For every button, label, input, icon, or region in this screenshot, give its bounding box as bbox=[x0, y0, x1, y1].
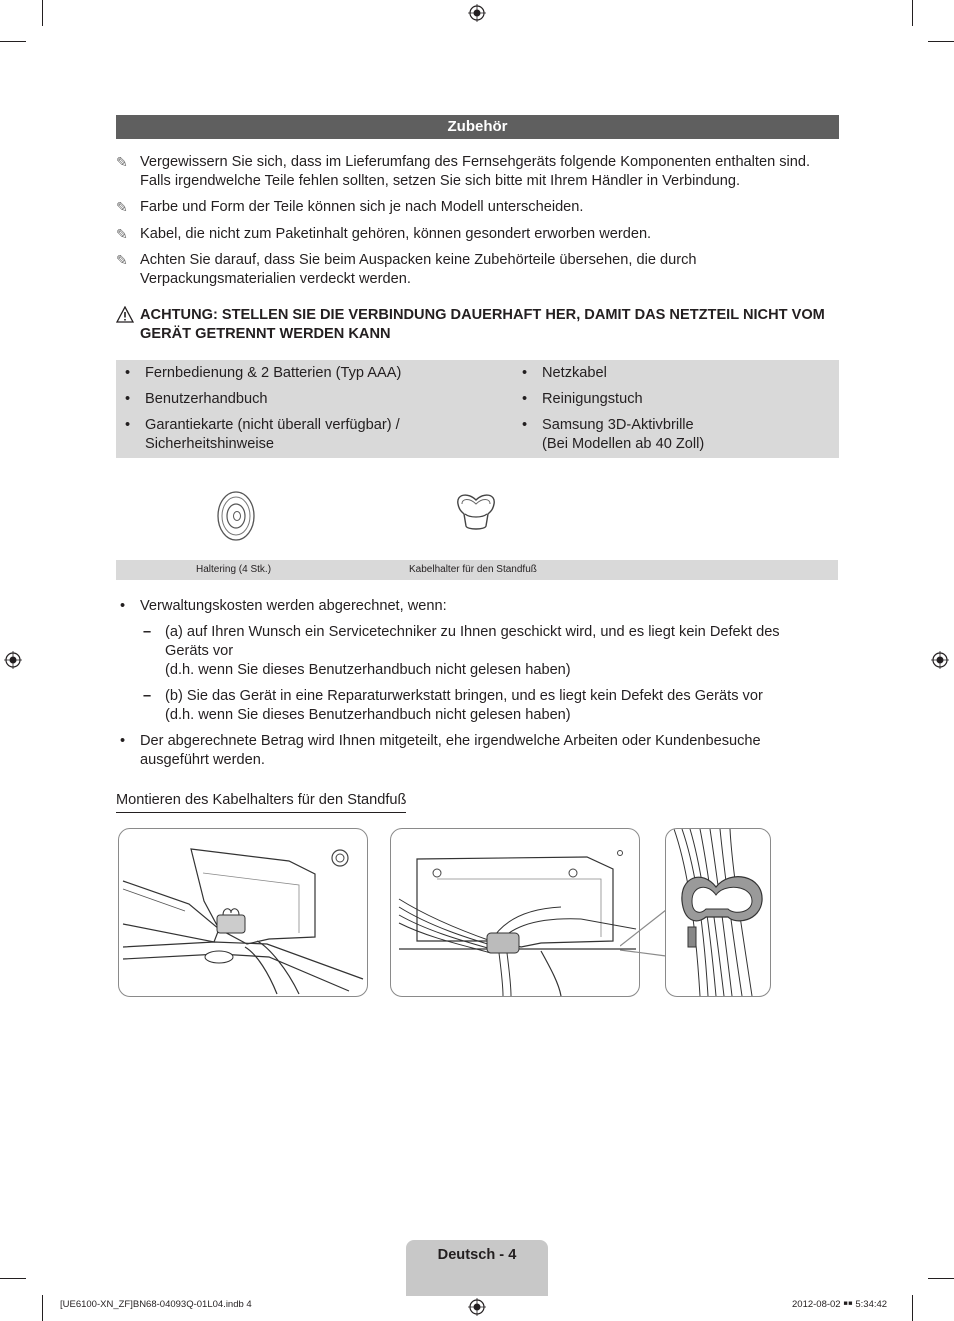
page-number-tab: Deutsch - 4 bbox=[406, 1240, 548, 1296]
list-item-text: Verwaltungskosten werden abgerechnet, wenn: bbox=[140, 598, 447, 614]
note-text: Kabel, die nicht zum Paketinhalt gehören, können gesondert erworben werden. bbox=[140, 226, 652, 242]
subheading: Montieren des Kabelhalters für den Standfuß bbox=[116, 791, 406, 813]
list-item: • Fernbedienung & 2 Batterien (Typ AAA) bbox=[125, 364, 455, 383]
crop-mark bbox=[928, 1278, 954, 1279]
fee-case-b: (b) Sie das Gerät in eine Reparaturwerkstatt bringen, und es liegt kein Defekt des Geräts vor bbox=[165, 688, 763, 704]
crop-mark bbox=[42, 0, 43, 26]
registration-mark-icon bbox=[4, 651, 22, 669]
pencil-note-icon: ✎ bbox=[116, 252, 128, 268]
dash-marker: – bbox=[143, 688, 152, 704]
list-item: • Reinigungstuch bbox=[522, 390, 822, 409]
pencil-note-icon: ✎ bbox=[116, 154, 128, 170]
part-label: Kabelhalter für den Standfuß bbox=[409, 564, 537, 575]
section-title: Zubehör bbox=[116, 115, 839, 139]
part-label: Haltering (4 Stk.) bbox=[196, 564, 272, 575]
list-item-text: Samsung 3D-Aktivbrille (Bei Modellen ab 40 Zoll) bbox=[542, 417, 705, 452]
date-slug: 2012-08-02 ￭￭ 5:34:42 bbox=[792, 1299, 888, 1310]
pencil-note-icon: ✎ bbox=[116, 226, 128, 242]
cable-routing-drawing bbox=[391, 829, 639, 996]
pencil-note-icon: ✎ bbox=[116, 199, 128, 215]
registration-mark-icon bbox=[468, 1298, 486, 1316]
list-item-text: Netzkabel bbox=[542, 365, 607, 381]
list-item-text: Benutzerhandbuch bbox=[145, 391, 268, 407]
fee-case-a: (a) auf Ihren Wunsch ein Servicetechniker zu Ihnen geschickt wird, und es liegt kein Defekt des Geräts vor bbox=[165, 624, 780, 659]
list-item: • Der abgerechnete Betrag wird Ihnen mitgeteilt, ehe irgendwelche Arbeiten oder Kundenbesuche ausgeführt werden. bbox=[120, 732, 820, 770]
fee-case-a-note: (d.h. wenn Sie dieses Benutzerhandbuch nicht gelesen haben) bbox=[165, 662, 571, 678]
stand-base-drawing bbox=[119, 829, 367, 996]
file-slug: [UE6100-XN_ZF]BN68-04093Q-01L04.indb 4 bbox=[60, 1299, 252, 1310]
list-item: • Benutzerhandbuch bbox=[125, 390, 455, 409]
note-text: Farbe und Form der Teile können sich je nach Modell unterscheiden. bbox=[140, 199, 584, 215]
list-item: • Garantiekarte (nicht überall verfügbar) / Sicherheitshinweise bbox=[125, 416, 435, 454]
list-item-text: Der abgerechnete Betrag wird Ihnen mitgeteilt, ehe irgendwelche Arbeiten oder Kundenbesuche ausgeführt werden. bbox=[140, 733, 761, 768]
cable-holder-icon bbox=[452, 490, 500, 536]
crop-mark bbox=[0, 41, 26, 42]
crop-mark bbox=[928, 41, 954, 42]
zoom-connector bbox=[620, 900, 668, 960]
note-item bbox=[116, 251, 836, 289]
crop-mark bbox=[0, 1278, 26, 1279]
assembly-illustration-1 bbox=[118, 828, 368, 997]
list-item: • Verwaltungskosten werden abgerechnet, wenn: bbox=[120, 597, 820, 616]
note-item bbox=[116, 225, 836, 244]
note-item bbox=[116, 153, 836, 191]
fee-case-b-note: (d.h. wenn Sie dieses Benutzerhandbuch nicht gelesen haben) bbox=[165, 707, 571, 723]
list-item: • Netzkabel bbox=[522, 364, 822, 383]
caution-notice bbox=[116, 306, 838, 344]
assembly-illustration-2 bbox=[390, 828, 640, 997]
list-item-text: Garantiekarte (nicht überall verfügbar) / Sicherheitshinweise bbox=[145, 417, 400, 452]
crop-mark bbox=[42, 1295, 43, 1321]
list-item-text: Fernbedienung & 2 Batterien (Typ AAA) bbox=[145, 365, 402, 381]
list-item: • Samsung 3D-Aktivbrille (Bei Modellen ab 40 Zoll) bbox=[522, 416, 707, 454]
cable-holder-detail-drawing bbox=[666, 829, 770, 996]
assembly-illustration-detail bbox=[665, 828, 771, 997]
caution-text: ACHTUNG: STELLEN SIE DIE VERBINDUNG DAUERHAFT HER, DAMIT DAS NETZTEIL NICHT VOM GERÄT GETRENNT WERDEN KANN bbox=[140, 307, 825, 342]
note-item bbox=[116, 198, 836, 217]
list-item-text: Reinigungstuch bbox=[542, 391, 643, 407]
registration-mark-icon bbox=[468, 4, 486, 22]
warning-triangle-icon bbox=[116, 306, 134, 323]
holder-ring-icon bbox=[215, 490, 257, 542]
crop-mark bbox=[912, 0, 913, 26]
crop-mark bbox=[912, 1295, 913, 1321]
note-text: Achten Sie darauf, dass Sie beim Auspacken keine Zubehörteile übersehen, die durch Verpackungsmaterialien verdeckt werden. bbox=[140, 252, 697, 287]
registration-mark-icon bbox=[931, 651, 949, 669]
dash-marker: – bbox=[143, 624, 152, 640]
note-text: Vergewissern Sie sich, dass im Lieferumfang des Fernsehgeräts folgende Komponenten enthalten sind. Falls irgendwelche Teile fehlen sollten, setzen Sie sich bitte mit Ihrem Händler in Verbindung. bbox=[140, 154, 811, 189]
